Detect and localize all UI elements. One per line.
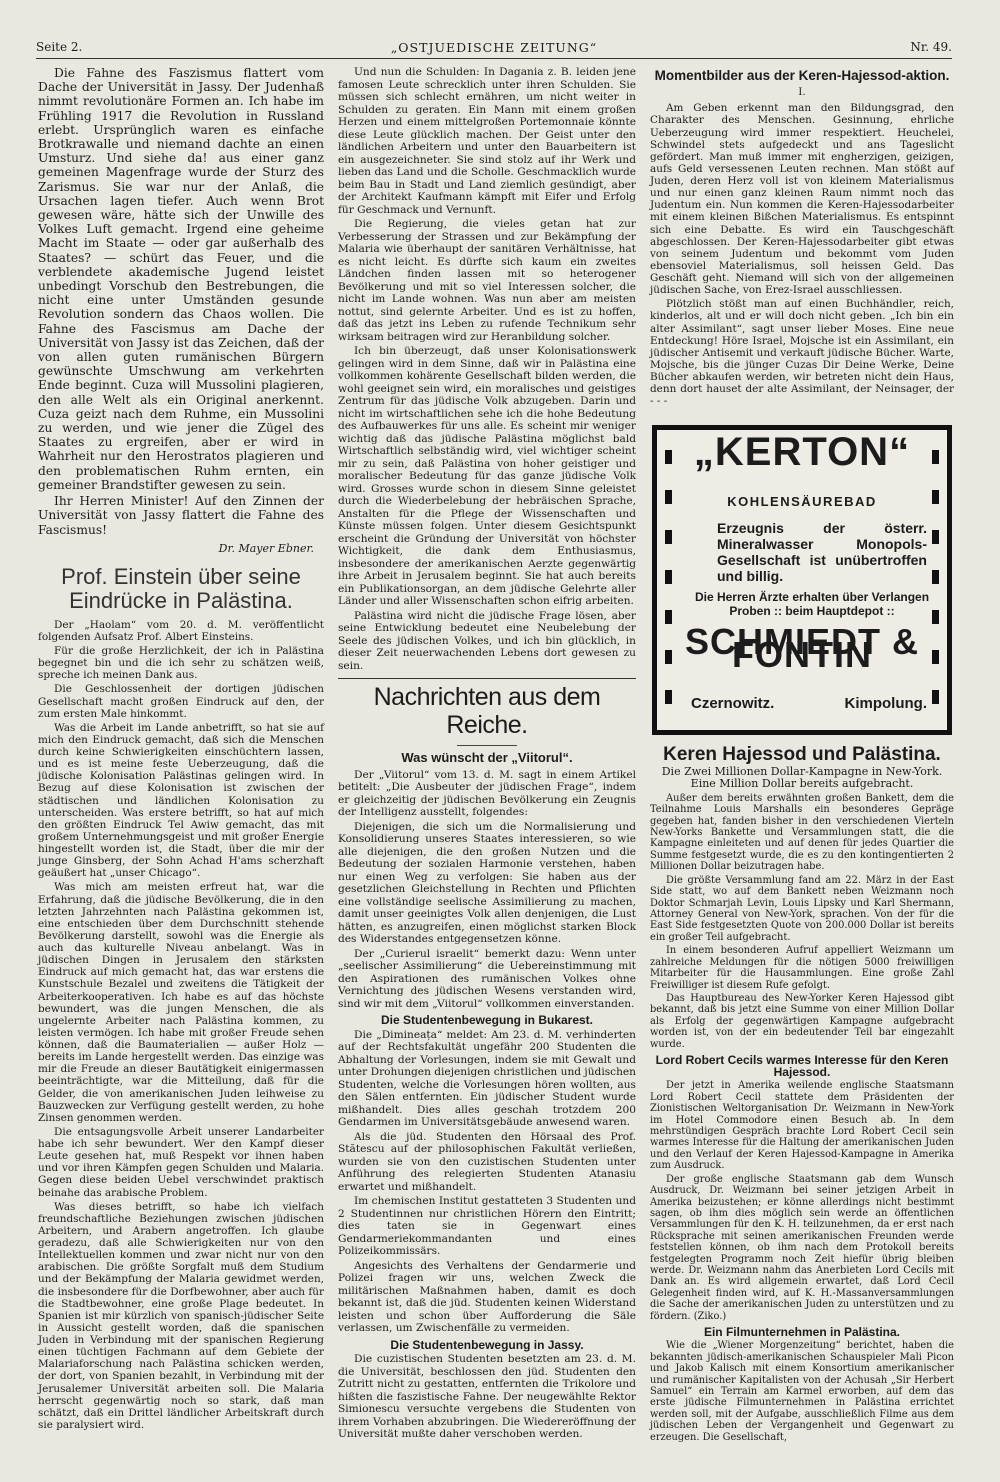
article-paragraph: Wie die „Wiener Morgenzeitung“ berichtet, haben die bekannten jüdisch-amerikanischen Schauspieler Mali Picon und Jakob Kalisch mit einem Konsortium amerikanischer und rumänischer Kapitalisten von der Achusah „Sir Herbert Samuel“ ein Terrain am Karmel erworben, auf dem das erste jüdische Filmunternehmen in Palästina errichtet werden soll, mit der Aufgabe, ausschließlich Filme aus dem jüdischen Leben der Vergangenheit und Gegenwart zu erzeugen. Die Gesellschaft, — [650, 1340, 954, 1443]
einstein-headline: Prof. Einstein über seine Eindrücke in Palästina. — [61, 563, 301, 613]
ad-location-czernowitz: Czernowitz. — [691, 695, 775, 713]
signature: Dr. Mayer Ebner. — [218, 541, 314, 555]
issue-number: Nr. 49. — [910, 40, 952, 54]
article-paragraph: Der „Haolam“ vom 20. d. M. veröffentlicht folgenden Aufsatz Prof. Albert Einsteins. — [38, 618, 324, 643]
ad-border-mark — [665, 570, 672, 584]
section-numeral: I. — [798, 86, 806, 99]
ad-border-mark — [932, 530, 939, 544]
ad-border-mark — [665, 530, 672, 544]
divider — [457, 745, 517, 746]
ad-border-mark — [932, 570, 939, 584]
ad-location-kimpolung: Kimpolung. — [844, 695, 927, 713]
article-paragraph: Der jetzt in Amerika weilende englische Staatsmann Lord Robert Cecil stattete dem Präsidenten der Zionistischen Weltorganisation Dr. Weizmann in New-York im Hotel Commodore einen Besuch ab. In dem mehrstündigen Gespräch brachte Lord Robert Cecil sein warmes Interesse für die Haltung der amerikanischen Juden und den Verlauf der Keren Hajessod-Kampagne in Amerika zum Ausdruck. — [650, 1080, 954, 1172]
film-article — [650, 1340, 954, 1443]
article-paragraph: Die entsagungsvolle Arbeit unserer Landarbeiter habe ich sehr bewundert. Wer den Kampf dieser Leute gesehen hat, muß Respekt vor ihnen haben und vor ihren Kämpfen gegen Schulden und Malaria. Gegen diese beiden Uebel verschwindet praktisch beinahe das arabische Problem. — [38, 1125, 324, 1199]
column-2 — [338, 66, 636, 1443]
section-headline-reich: Nachrichten aus dem Reiche. — [338, 678, 636, 739]
article-paragraph: Als die jüd. Studenten den Hörsaal des Prof. Stătescu auf der philosophischen Fakultät verließen, wurden sie von den cuzistischen Studenten unter Anführung des relegierten Studenten Atanasiu erwartet und mißhandelt. — [338, 1130, 636, 1193]
cecil-article — [650, 1080, 954, 1322]
article-paragraph: Der „Curierul israelit“ bemerkt dazu: Wenn unter „seelischer Assimilierung“ die Uebereinstimmung mit den Aspirationen des rumänischen Volkes ohne Vernichtung des jüdischen Wesens verstanden wird, sind wir mit dem „Viitorul“ vollkommen einverstanden. — [338, 947, 636, 1010]
article-paragraph: Was mich am meisten erfreut hat, war die Erfahrung, daß die jüdische Bevölkerung, die in den letzten Jahrzehnten nach Palästina gekommen ist, eine entschieden über dem Durchschnitt stehende Bevölkerung darstellt, sowohl was die Energie als auch das kulturelle Niveau anbelangt. Was in jüdischen Dingen in Jerusalem den stärksten Eindruck auf mich gemacht hat, das war erstens die Kunstschule Bezalel und zweitens die Tätigkeit der Arbeiterkooperativen. Ich habe es auf das höchste bewundert, was die jungen Menschen, die als ungelernte Arbeiter nach Palästina kommen, zu leisten vermögen. Ich habe mit großer Freude sehen können, daß die Baumaterialien — außer Holz — bereits im Lande hergestellt werden. Das einzige was mir die Freude an dieser Bautätigkeit einigermassen beeinträchtigte, war die Mitteilung, daß für die Gelder, die von amerikanischen Juden leihweise zu Bauzwecken zur Verfügung gestellt werden, zu hohe Zinsen genommen werden. — [38, 881, 324, 1124]
ad-border-mark — [932, 690, 939, 704]
einstein-article — [38, 619, 324, 1431]
einstein-article-continued — [338, 66, 636, 672]
article-paragraph: Außer dem bereits erwähnten großen Bankett, dem die Teilnahme Louis Marshalls ein besonderes Gepräge gegeben hat, fanden bisher in den verschiedenen Vierteln New-Yorks Bankette und Versammlungen statt, die die Kampagne einleiteten und auf denen für jedes Quartier die Summe festgesetzt wurde, die es zu den kontingentierten 2 Millionen Dollar beizutragen habe. — [650, 792, 954, 873]
ad-border-mark — [665, 690, 672, 704]
ad-border-mark — [665, 610, 672, 624]
ad-company: SCHMIEDT & FONTIN — [685, 621, 919, 675]
article-paragraph: Plötzlich stößt man auf einen Buchhändler, reich, kinderlos, alt und er will doch nicht geben. „Ich bin ein alter Assimilant“, sagt unser lieber Moses. Eine neue Entdeckung! Höre Israel, Mojsche ist ein Assimilant, ein jüdischer Antisemit und verkauft jüdische Bücher. Warte, Mojsche, bis die jünger Cuzas Dir Deine Werke, Deine Bücher abkaufen werden, wir betreten nicht dein Haus, denn dort hauset der alte Assimilant, der Neinsager, der - - - — [650, 298, 954, 408]
viitorul-headline: Was wünscht der „Viitorul“. — [401, 750, 573, 765]
header-rule — [36, 58, 952, 59]
article-paragraph: Was dieses betrifft, so habe ich vielfach freundschaftliche Beziehungen zwischen jüdischen Arbeitern, und Arabern angetroffen. Ich glaube geradezu, daß alle Schwierigkeiten nur von den Intellektuellen kommen und zwar nicht nur von den arabischen. Die größte Sorgfalt muß dem Studium und der Bekämpfung der Malaria gewidmet werden, die insbesondere für die Dorfbewohner, aber auch für die Stadtbewohner, eine große Plage bedeutet. In Spanien ist mir kürzlich von spanisch-jüdischer Seite in Aussicht gestellt worden, daß die spanischen Juden in Verbindung mit der spanischen Regierung einen tüchtigen Fachmann auf dem Gebiete der Malariaforschung nach Palästina schicken werden, der dort, von Spanien bezahlt, in Verbindung mit der Jerusalemer Universität arbeiten soll. Die Malaria herrscht gegenwärtig noch so stark, daß man schätzt, daß ein Drittel ländlicher Arbeitskraft durch sie paralysiert wird. — [38, 1200, 324, 1431]
keren-headline: Keren Hajessod und Palästina. — [663, 744, 941, 766]
article-paragraph: Die Regierung, die vieles getan hat zur Verbesserung der Strassen und zur Bekämpfung der Malaria wie überhaupt der sanitären Verhältnisse, hat es nicht leicht. Es dürfte sich kaum ein zweites Ländchen finden lassen mit so heterogener Bevölkerung und mit so viel Interessen solcher, die nicht im Lande wohnen. Was nun aber am meisten nottut, sind gelernte Arbeiter. Und es ist zu hoffen, daß das jetzt ins Leben zu rufende Technikum sehr wirksam beitragen wird zur Heranbildung solcher. — [338, 218, 636, 343]
page-number: Seite 2. — [36, 40, 83, 54]
article-paragraph: Diejenigen, die sich um die Normalisierung und Konsolidierung unseres Staates interessieren, so wie alle diejenigen, die den großen Nutzen und die Bedeutung der sozialen Harmonie verstehen, haben nur einen Weg zu verfolgen: Sie haben aus der gesetzlichen Gleichstellung in Rechten und Pflichten eine vollständige seelische Assimilierung zu machen, damit unser geeinigtes Volk allen denjenigen, die Lust hätten, es anzugreifen, einen möglichst starken Block des Widerstandes entgegensetzen könne. — [338, 820, 636, 945]
article-paragraph: Die Geschlossenheit der dortigen jüdischen Gesellschaft macht großen Eindruck auf den, der zum ersten Male hinkommt. — [38, 683, 324, 720]
article-paragraph: Die Fahne des Faszismus flattert vom Dache der Universität in Jassy. Der Judenhaß nimmt revolutionäre Formen an. Ich habe im Frühling 1917 die Revolution in Russland erlebt. Ursprünglich waren es einfache Brotkrawalle und niemand dachte an einen Umsturz. Und siehe da! aus einer ganz gemeinen Magenfrage wurde der Sturz des Zarismus. Sie war nur der Anlaß, die Ursachen lagen tiefer. Auch wenn Brot gewesen wäre, hätte sich der Unwille des Volkes Luft gemacht. Irgend eine geheime Macht im Staate — oder gar außerhalb des Staates? — schürt das Feuer, und die verblendete akademische Jugend leistet unbedingt Vorschub den Bestrebungen, die nicht eine unter Umständen gesunde Revolution sondern das Chaos wollen. Die Fahne des Fascismus am Dache der Universität von Jassy ist das Zeichen, daß der von allen guten rumänischen Bürgern gewünschte Umschwung am verkehrten Ende beginnt. Cuza will Mussolini plagieren, den alle Welt als ein Original anerkennt. Cuza geizt nach dem Ruhme, ein Mussolini zu werden, und wie jener die Zügel des Staates zu ergreifen, aber er wird in Wahrheit nur den Herostratos plagieren und den problematischen Ruhm ernten, ein gemeiner Brandstifter gewesen zu sein. — [38, 66, 324, 492]
article-paragraph: Die „Dimineața“ meldet: Am 23. d. M. verhinderten auf der Rechtsfakultät ungefähr 200 Studenten die Abhaltung der Vorlesungen, indem sie mit Gewalt und unter Drohungen diejenigen christlichen und jüdischen Studenten, welche die Vorlesungen hören wollten, aus den Sälen entfernten. Ein jüdischer Student wurde mißhandelt. Dies alles geschah trotzdem 200 Gendarmen im Universitätsgebäude anwesend waren. — [338, 1028, 636, 1128]
faszismus-article — [38, 66, 324, 537]
article-paragraph: Die größte Versammlung fand am 22. März in der East Side statt, wo auf dem Bankett neben Weizmann noch Doktor Schmarjah Levin, Louis Lipsky und Karl Shermann, Attorney General von New-York, sprachen. Von der für die East Side festgesetzten Quote von 200.000 Dollar ist bereits ein großer Teil aufgebracht. — [650, 874, 954, 943]
article-paragraph: Der große englische Staatsmann gab dem Wunsch Ausdruck, Dr. Weizmann bei seiner jetzigen Arbeit in Amerika beizustehen; er könne allerdings nicht bestimmt sagen, ob ihm dies möglich sein werde an öffentlichen Versammlungen für den K. H. teilzunehmen, da er erst nach Rücksprache mit seinen amerikanischen Freunden werde feststellen können, ob ihm nach dem Protokoll bereits festgelegten Programm noch Zeit hiefür übrig bleiben werde. Dr. Weizmann nahm das Anerbieten Lord Cecils mit Dank an. Es wird allgemein erwartet, daß Lord Cecil Gelegenheit finden wird, auf K. H.-Massanversammlungen die Sache der amerikanischen Juden zu unterstützen und zu fördern. (Ziko.) — [650, 1173, 954, 1322]
keren-article — [650, 793, 954, 1050]
column-1 — [38, 66, 324, 1433]
article-paragraph: Und nun die Schulden: In Dagania z. B. leiden jene famosen Leute schrecklich unter ihren Schulden. Sie müssen sich schlecht ernähren, um nicht weiter in Schulden zu geraten. Ein Mann mit einem großen Herzen und einem mittelgroßen Portemonnaie könnte diese Leute glücklich machen. Der Geist unter den ländlichen Arbeitern und unter den Bauarbeitern ist ein ausgezeichneter. Sie sind stolz auf ihr Werk und lieben das Land und die Scholle. Geschmacklich wurde beim Bau in Stadt und Land ziemlich gesündigt, aber der Architekt Kaufmann kämpft mit Eifer und Erfolg für Geschmack und Vernunft. — [338, 66, 636, 216]
jassy-headline: Die Studentenbewegung in Jassy. — [390, 1337, 584, 1352]
ad-text: Erzeugnis der österr. Mineralwasser Monopols-Gesellschaft ist unübertroffen und billig. — [717, 520, 927, 585]
cecil-headline: Lord Robert Cecils warmes Interesse für den Keren Hajessod. — [655, 1053, 949, 1080]
ad-subtitle: KOHLENSÄUREBAD — [727, 494, 877, 510]
bukarest-headline: Die Studentenbewegung in Bukarest. — [380, 1013, 594, 1027]
article-paragraph: Ihr Herren Minister! Auf den Zinnen der Universität von Jassy flattert die Fahne des Fascismus! — [38, 494, 324, 537]
ad-brand: „KERTON“ — [693, 430, 911, 475]
article-paragraph: Die cuzistischen Studenten besetzten am 23. d. M. die Universität, beschlossen den jüd. Studenten den Zutritt nicht zu gestatten, entfernten die Trikolore und hißten die faszistische Fahne. Der neugewählte Rektor Simionescu versuchte vergebens die Studenten von ihrem Vorhaben abzubringen. Die Wiedereröffnung der Universität mußte daher verschoben werden. — [338, 1353, 636, 1440]
ad-doctors-note: Die Herren Ärzte erhalten über Verlangen Proben :: beim Hauptdepot :: — [694, 590, 930, 619]
article-paragraph: Ich bin überzeugt, daß unser Kolonisationswerk gelingen wird in dem Sinne, daß wir in Palästina eine vollkommen kohärente Gesellschaft bilden werden, die wohl geeignet sein wird, ein moralisches und geistiges Zentrum für das jüdische Volk abzugeben. Darin und nicht im wirtschaftlichen sehe ich die hohe Bedeutung des Aufbauwerkes für uns alle. Es scheint mir weniger wichtig daß das jüdische Palästina möglichst bald Wirtschaftlich selbständig wird, viel wichtiger scheint mir zu sein, daß Palästina von hoher geistiger und moralischer Bedeutung für das ganze jüdische Volk wird. Grosses wurde schon in diesem Sinne geleistet durch die Wiederbelebung der hebräischen Sprache, Anstalten für die Pflege der Wissenschaften und Künste müssen folgen. Unter diesem Gesichtspunkt erscheint die Gründung der Universität von höchster Wichtigkeit, die dank dem Enthusiasmus, insbesondere der amerikanischen Aerzte gegenwärtig ihre Arbeit in Jerusalem beginnt. Sie hat auch bereits ein Publikationsorgan, an dem jüdische Gelehrte aller Länder und aller Wissenschaften schon eifrig arbeiten. — [338, 345, 636, 607]
momentbilder-headline: Momentbilder aus der Keren-Hajessod-aktion. — [654, 68, 950, 83]
column-3 — [650, 66, 954, 1445]
article-paragraph: Am Geben erkennt man den Bildungsgrad, den Charakter des Menschen. Gesinnung, ehrliche Ueberzeugung wird immer respektiert. Heuchelei, Schwindel stets aufgedeckt und ans Tageslicht gefördert. Man muß immer mit engherzigen, geizigen, aufs Geld versessenen Leuten rechnen. Man stößt auf Juden, deren Herz voll ist von kleinem Materialismus und nur einen ganz kleinen Raum nimmt noch das Judentum ein. Nun kommen die Keren-Hajessodarbeiter mit einem kleinen Bißchen Materialismus. Es entspinnt sich eine Debatte. Es wird ein Tauschgeschäft abgeschlossen. Der Keren-Hajessodarbeiter gibt etwas von seinem Judentum und bekommt vom Juden ebensoviel Materialismus, soll heissen Geld. Das Geschäft geht. Niemand will sich von der allgemeinen jüdischen Sache, von Erez-Israel ausschliessen. — [650, 102, 954, 297]
kerton-advertisement — [652, 425, 952, 735]
newspaper-title: „OSTJUEDISCHE ZEITUNG“ — [390, 40, 598, 55]
keren-subheadline: Die Zwei Millionen Dollar-Kampagne in New-York. — [661, 764, 943, 778]
article-paragraph: Im chemischen Institut gestatteten 3 Studenten und 2 Studentinnen nur christlichen Hörern den Eintritt; dies taten sie in Gegenwart eines Gendarmeriekommandanten und eines Polizeikommissärs. — [338, 1195, 636, 1257]
article-paragraph: Palästina wird nicht die jüdische Frage lösen, aber seine Entwicklung bedeutet eine Neubelebung der Seele des jüdischen Volkes, und ich bin glücklich, in dieser Zeit neuerwachenden Lebens dort gewesen zu sein. — [338, 609, 636, 672]
article-paragraph: Das Hauptbureau des New-Yorker Keren Hajessod gibt bekannt, daß bis jetzt eine Summe von einer Million Dollar als Erfolg der gegenwärtigen Kampagne aufgebracht worden ist, von der ein bedeutender Teil bar eingezahlt wurde. — [650, 992, 954, 1050]
article-paragraph: Angesichts des Verhaltens der Gendarmerie und Polizei fragen wir uns, welchen Zweck die militärischen Maßnahmen haben, damit es doch bekannt ist, daß die jüd. Studenten keinen Widerstand leisten und schon über Aufforderung die Säle verlassen, um Zwischenfälle zu vermeiden. — [338, 1259, 636, 1334]
keren-subheadline-2: Eine Million Dollar bereits aufgebracht. — [690, 776, 914, 790]
film-headline: Ein Filmunternehmen in Palästina. — [703, 1325, 901, 1340]
article-paragraph: Was die Arbeit im Lande anbetrifft, so hat sie auf mich den Eindruck gemacht, daß sich die Menschen durch keine Schwierigkeiten einschüchtern lassen, und es ist meine feste Ueberzeugung, daß die jüdische Kolonisation Palästinas gelingen wird. In Bezug auf diese Kolonisation ist zwischen der städtischen und ländlichen Kolonisation zu unterscheiden. Was erstere betrifft, so hat auf mich den größten Eindruck Tel Awiw gemacht, das mit großem Unternehmungsgeist und mit großer Energie hingestellt worden ist, die Stadt, über die mir der junge Ginsberg, der Sohn Achad H'ams scherzhaft geäußert hat „unser Chicago“. — [38, 721, 324, 880]
page-header — [36, 36, 952, 58]
article-paragraph: Der „Viitorul“ vom 13. d. M. sagt in einem Artikel betitelt: „Die Ausbeuter der jüdischen Frage“, indem er gleichzeitig der jüdischen Bevölkerung ein Zeugnis der Intelligenz ausstellt, folgendes: — [338, 768, 636, 818]
article-paragraph: Für die große Herzlichkeit, der ich in Palästina begegnet bin und die ich sehr zu schätzen weiß, spreche ich meinen Dank aus. — [38, 645, 324, 682]
article-paragraph: In einem besonderen Aufruf appelliert Weizmann um zahlreiche Meldungen für die nötigen 5000 freiwilligen Mitarbeiter für die Hausammlungen. Eine große Zahl Freiwilliger ist diesem Rufe gefolgt. — [650, 945, 954, 991]
